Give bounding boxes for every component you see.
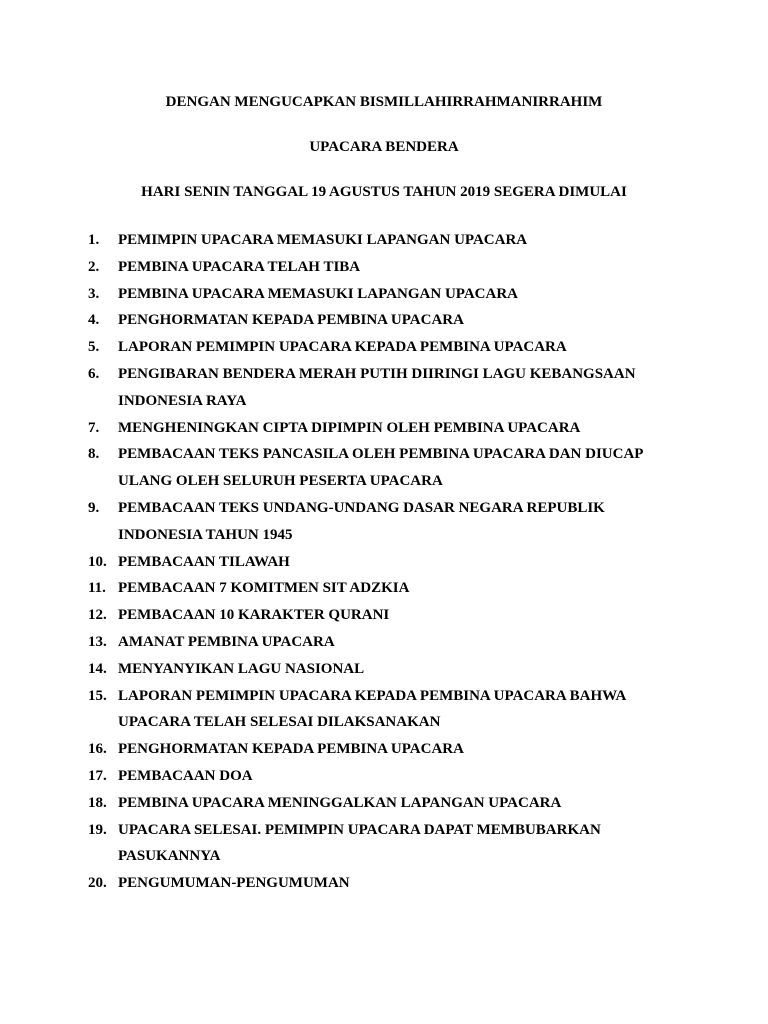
- list-item: [88, 281, 688, 308]
- list-item: [88, 227, 688, 254]
- item-text: AMANAT PEMBINA UPACARA: [118, 633, 335, 650]
- list-item: [88, 495, 688, 549]
- item-text: PENGHORMATAN KEPADA PEMBINA UPACARA: [118, 312, 464, 329]
- item-text: PEMBACAAN 7 KOMITMEN SIT ADZKIA: [118, 580, 410, 597]
- item-number: 9.: [88, 499, 100, 516]
- item-text: MENYANYIKAN LAGU NASIONAL: [118, 660, 365, 677]
- item-text: PEMBACAAN TEKS PANCASILA OLEH PEMBINA UPACARA DAN DIUCAP ULANG OLEH SELURUH PESERTA UPACARA: [118, 446, 643, 490]
- item-text: PEMBINA UPACARA TELAH TIBA: [118, 258, 361, 275]
- list-item: [88, 736, 688, 763]
- item-number: 10.: [88, 553, 107, 570]
- item-text: UPACARA SELESAI. PEMIMPIN UPACARA DAPAT MEMBUBARKAN PASUKANNYA: [118, 821, 601, 865]
- item-number: 19.: [88, 821, 107, 838]
- list-item: [88, 254, 688, 281]
- list-item: [88, 549, 688, 576]
- item-number: 8.: [88, 446, 100, 463]
- item-number: 12.: [88, 607, 107, 624]
- item-number: 1.: [88, 232, 100, 248]
- item-number: 16.: [88, 741, 107, 758]
- item-text: PENGIBARAN BENDERA MERAH PUTIH DIIRINGI LAGU KEBANGSAAN INDONESIA RAYA: [118, 365, 636, 409]
- ceremony-title: UPACARA BENDERA: [309, 139, 459, 155]
- item-text: PEMBACAAN TEKS UNDANG-UNDANG DASAR NEGARA REPUBLIK INDONESIA TAHUN 1945: [118, 499, 605, 543]
- item-text: LAPORAN PEMIMPIN UPACARA KEPADA PEMBINA UPACARA: [118, 339, 567, 356]
- list-item: [88, 415, 688, 442]
- date-heading: HARI SENIN TANGGAL 19 AGUSTUS TAHUN 2019 SEGERA DIMULAI: [141, 184, 627, 200]
- list-item: [88, 575, 688, 602]
- item-text: PEMBACAAN 10 KARAKTER QURANI: [118, 607, 390, 624]
- item-number: 17.: [88, 767, 107, 784]
- agenda-list: [88, 227, 688, 897]
- item-number: 7.: [88, 419, 100, 436]
- item-number: 2.: [88, 258, 100, 275]
- item-text: MENGHENINGKAN CIPTA DIPIMPIN OLEH PEMBINA UPACARA: [118, 419, 581, 436]
- item-number: 13.: [88, 633, 107, 650]
- item-text: PEMBINA UPACARA MENINGGALKAN LAPANGAN UPACARA: [118, 794, 562, 811]
- item-number: 14.: [88, 660, 107, 677]
- item-number: 18.: [88, 794, 107, 811]
- list-item: [88, 870, 688, 897]
- item-text: PENGHORMATAN KEPADA PEMBINA UPACARA: [118, 741, 464, 758]
- item-number: 15.: [88, 687, 107, 704]
- item-number: 4.: [88, 312, 100, 329]
- list-item: [88, 334, 688, 361]
- list-item: [88, 441, 688, 495]
- item-text: PEMBINA UPACARA MEMASUKI LAPANGAN UPACARA: [118, 285, 518, 302]
- list-item: [88, 307, 688, 334]
- item-number: 3.: [88, 285, 100, 302]
- item-text: PEMBACAAN TILAWAH: [118, 553, 290, 570]
- list-item: [88, 361, 688, 415]
- list-item: [88, 656, 688, 683]
- list-item: [88, 817, 688, 871]
- item-text: PENGUMUMAN-PENGUMUMAN: [118, 875, 350, 892]
- list-item: [88, 763, 688, 790]
- item-number: 11.: [88, 580, 106, 597]
- list-item: [88, 683, 688, 737]
- item-number: 5.: [88, 339, 100, 356]
- item-text: LAPORAN PEMIMPIN UPACARA KEPADA PEMBINA UPACARA BAHWA UPACARA TELAH SELESAI DILAKSANAKAN: [118, 687, 626, 731]
- list-item: [88, 602, 688, 629]
- list-item: [88, 629, 688, 656]
- opening-heading: DENGAN MENGUCAPKAN BISMILLAHIRRAHMANIRRAHIM: [165, 94, 603, 110]
- item-number: 20.: [88, 875, 107, 892]
- item-text: PEMIMPIN UPACARA MEMASUKI LAPANGAN UPACARA: [118, 232, 528, 248]
- list-item: [88, 790, 688, 817]
- item-text: PEMBACAAN DOA: [118, 767, 253, 784]
- item-number: 6.: [88, 365, 100, 382]
